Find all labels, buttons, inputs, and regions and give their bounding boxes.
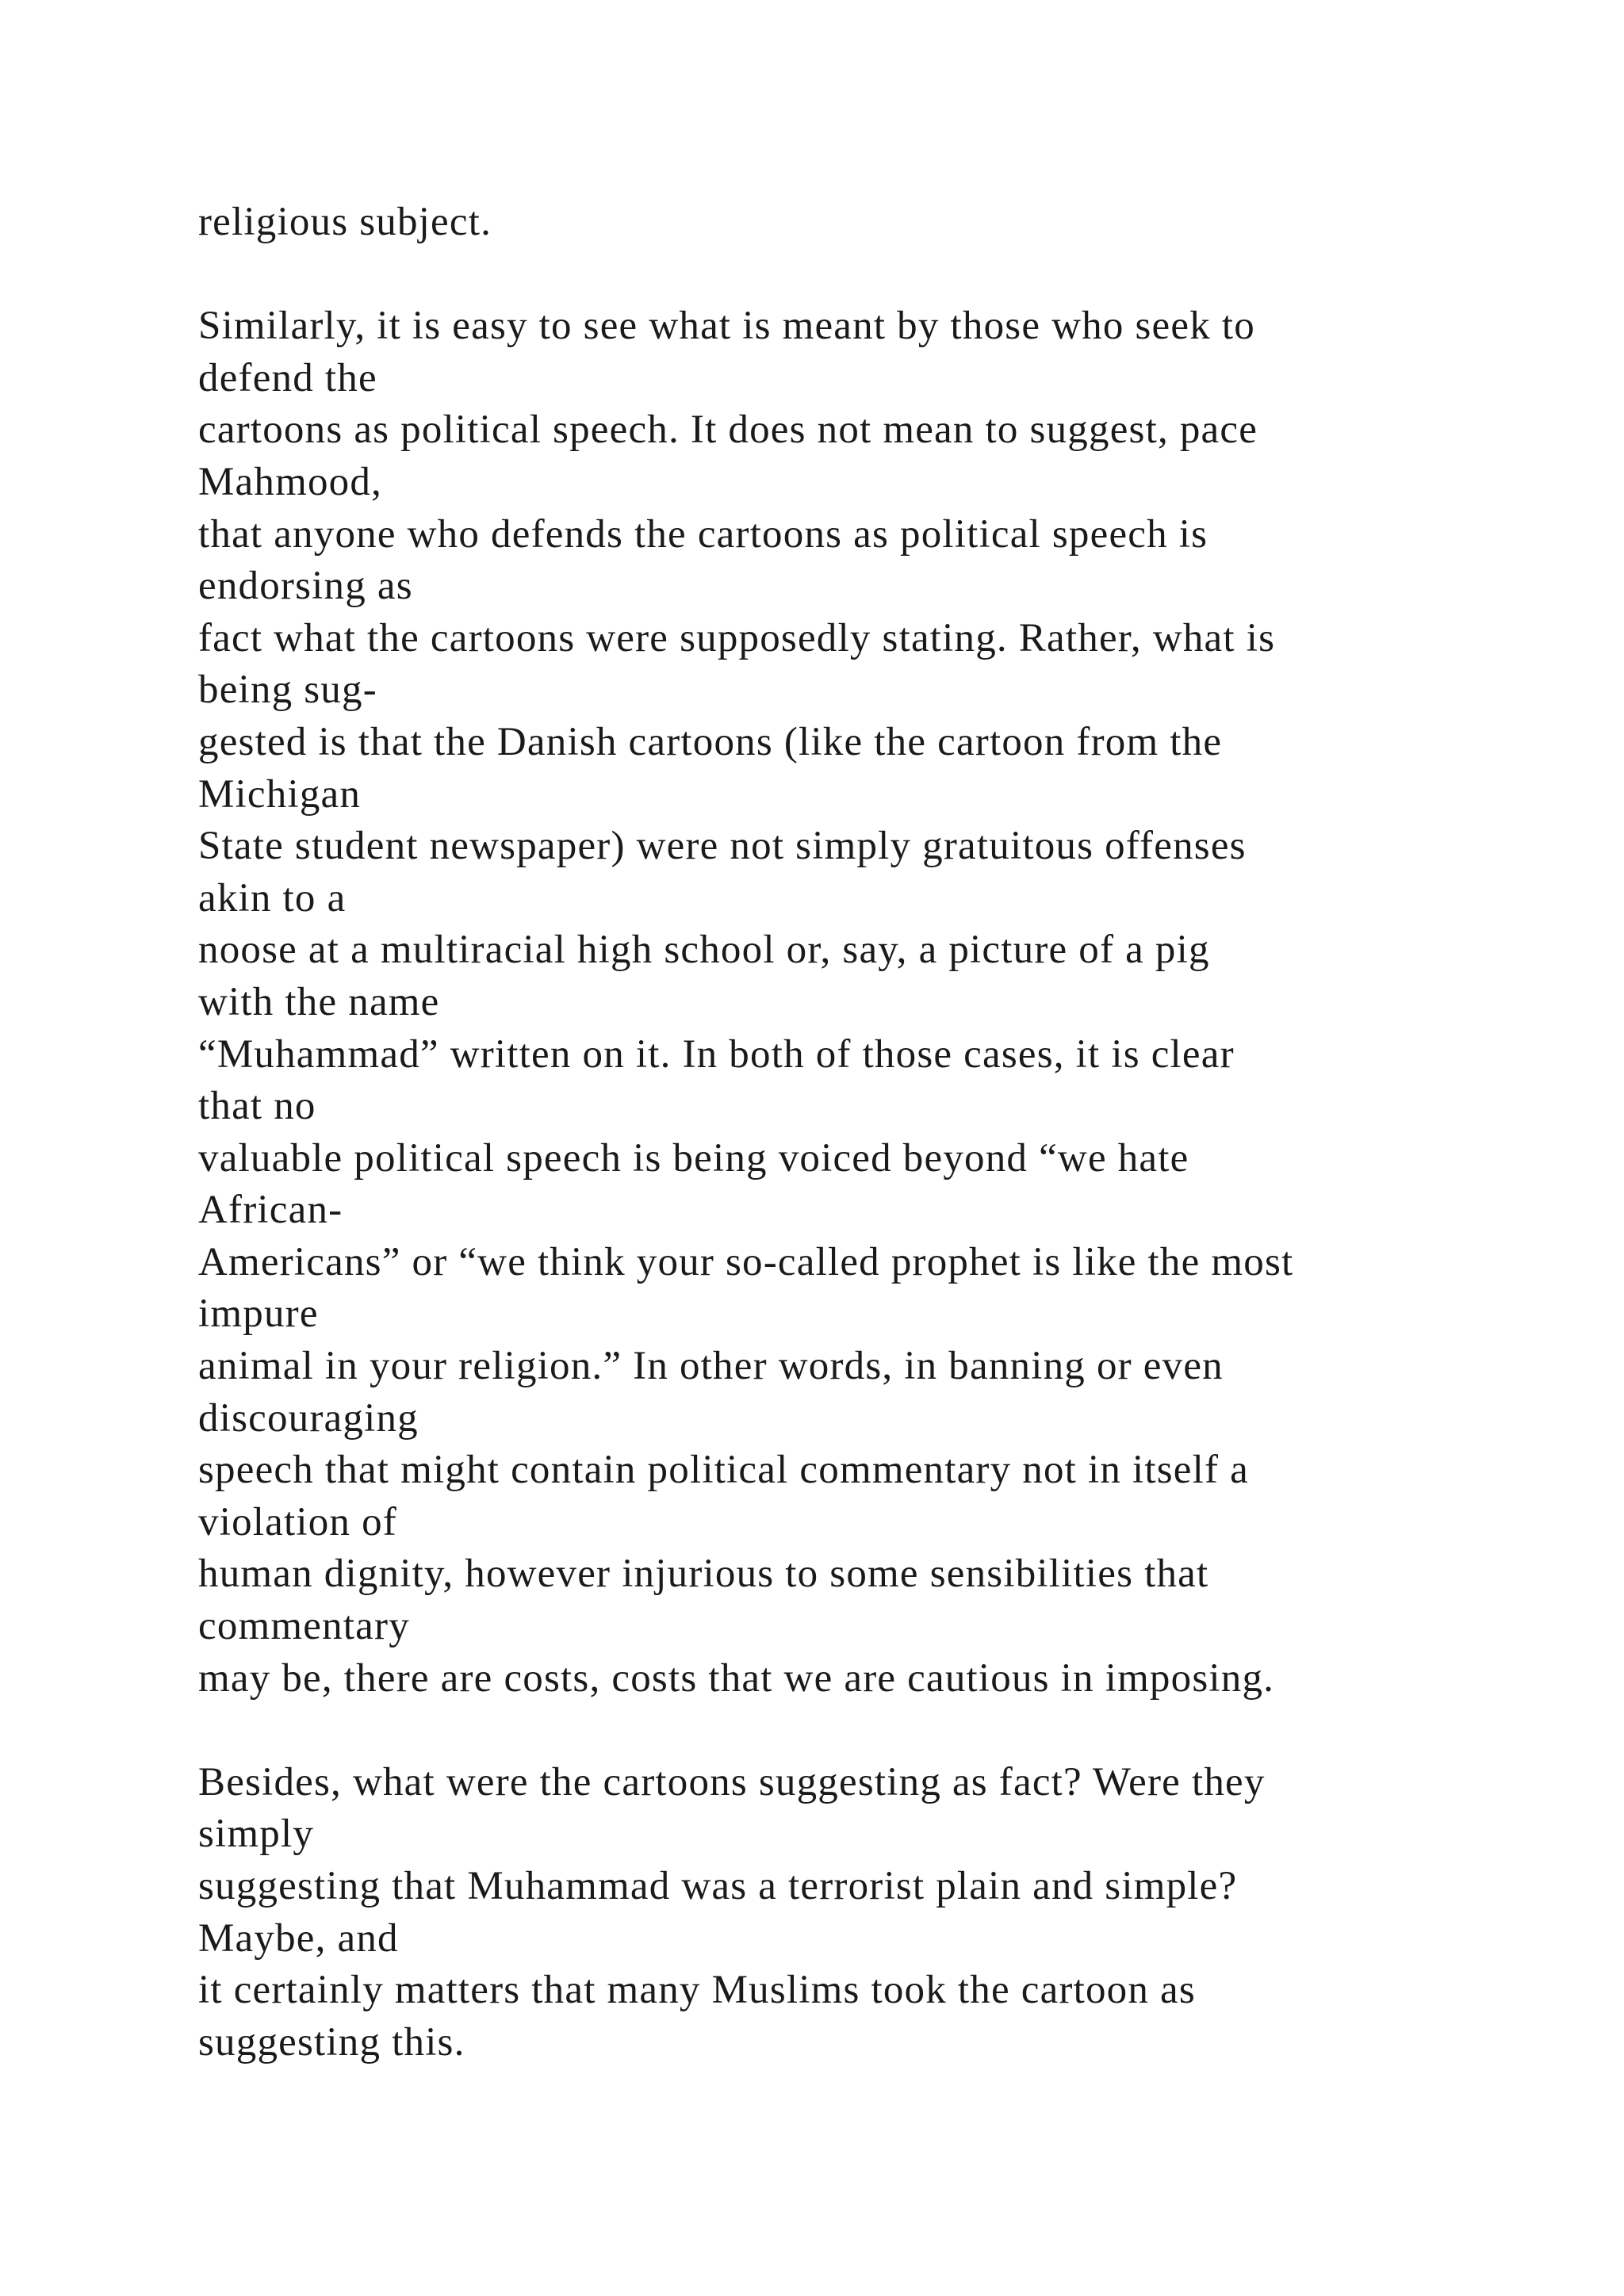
text-line: being sug-: [198, 668, 377, 713]
text-line: Maybe, and: [198, 1915, 399, 1961]
paragraph-break: [198, 1705, 1562, 1757]
text-line: discouraging: [198, 1395, 419, 1441]
text-line: State student newspaper) were not simply gratuitous offenses: [198, 824, 1247, 869]
text-line: Michigan: [198, 771, 362, 817]
text-line: “Muhammad” written on it. In both of those cases, it is clear: [198, 1031, 1235, 1077]
text-line: gested is that the Danish cartoons (like the cartoon from the: [198, 719, 1223, 764]
text-line: suggesting this.: [198, 2019, 465, 2064]
text-line: Americans” or “we think your so-called prophet is like the most: [198, 1239, 1294, 1284]
text-line: Mahmood,: [198, 459, 383, 504]
text-line: noose at a multiracial high school or, say, a picture of a pig: [198, 928, 1210, 973]
text-line: valuable political speech is being voiced beyond “we hate: [198, 1135, 1189, 1181]
paragraph-break: [198, 249, 1562, 301]
text-line: Similarly, it is easy to see what is meant by those who seek to: [198, 304, 1255, 349]
text-line: endorsing as: [198, 564, 413, 609]
text-line: speech that might contain political commentary not in itself a: [198, 1448, 1249, 1493]
text-line: animal in your religion.” In other words, in banning or even: [198, 1344, 1224, 1389]
text-line: fact what the cartoons were supposedly stating. Rather, what is: [198, 615, 1276, 660]
text-line: commentary: [198, 1604, 410, 1649]
text-line: that no: [198, 1084, 316, 1129]
text-line: that anyone who defends the cartoons as political speech is: [198, 511, 1208, 557]
text-line: impure: [198, 1292, 319, 1337]
text-line: akin to a: [198, 875, 347, 920]
text-line: violation of: [198, 1499, 397, 1544]
text-line: Besides, what were the cartoons suggesting as fact? Were they: [198, 1759, 1266, 1804]
body-text: [198, 197, 1562, 2068]
text-line: may be, there are costs, costs that we are cautious in imposing.: [198, 1655, 1275, 1701]
text-line: cartoons as political speech. It does not mean to suggest, pace: [198, 408, 1258, 453]
text-line: with the name: [198, 979, 440, 1024]
text-line: it certainly matters that many Muslims took the cartoon as: [198, 1968, 1196, 2013]
text-line: defend the: [198, 355, 377, 400]
text-line: religious subject.: [198, 200, 492, 244]
text-line: simply: [198, 1812, 315, 1857]
text-line: African-: [198, 1188, 343, 1233]
text-line: suggesting that Muhammad was a terrorist plain and simple?: [198, 1864, 1238, 1908]
text-line: human dignity, however injurious to some sensibilities that: [198, 1552, 1209, 1597]
